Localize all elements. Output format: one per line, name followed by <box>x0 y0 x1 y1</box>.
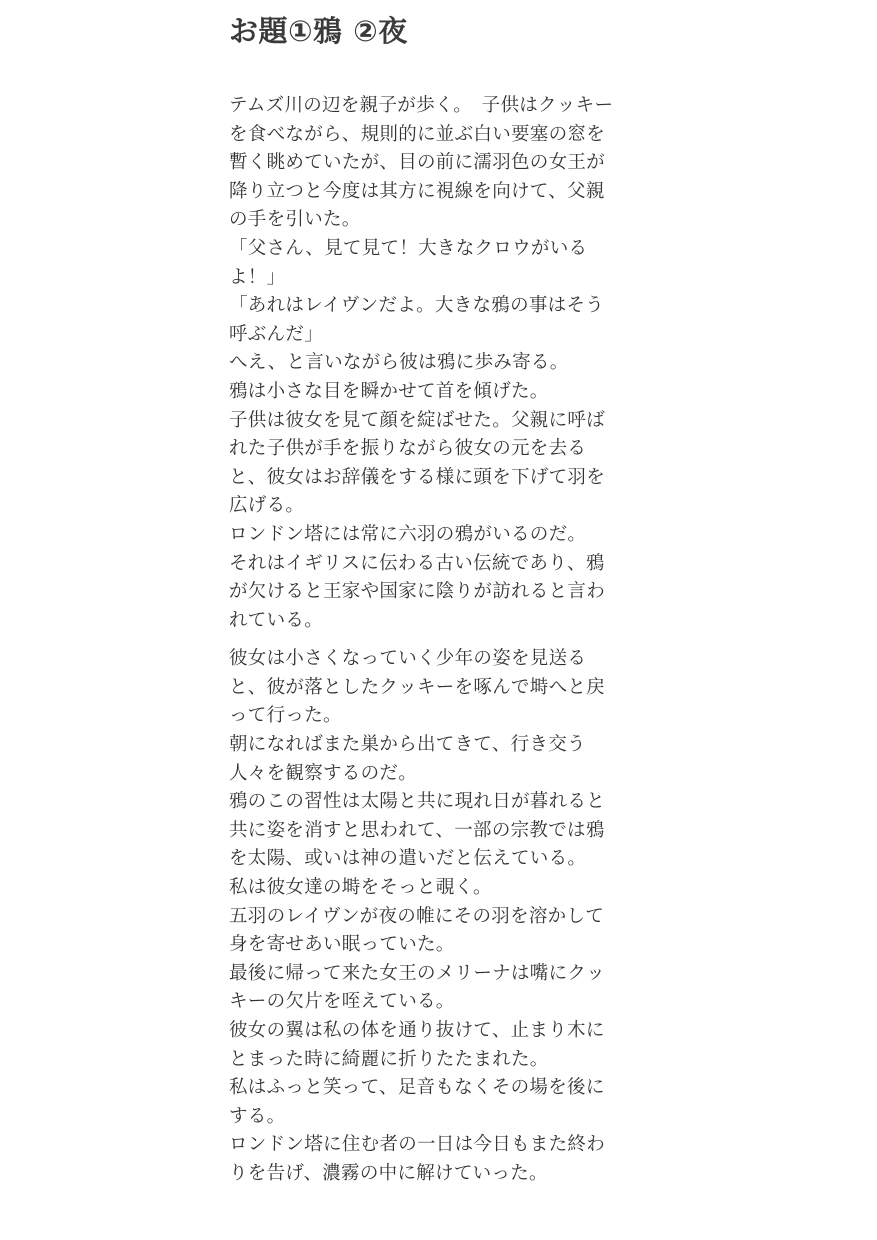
text-line: キーの欠片を咥えている。 <box>229 991 455 1013</box>
text-line: 私はふっと笑って、足音もなくその場を後に <box>229 1077 605 1099</box>
text-line: と、彼が落としたクッキーを啄んで塒へと戻 <box>229 676 606 698</box>
text-line: が欠けると王家や国家に陰りが訪れると言わ <box>229 581 606 603</box>
text-line: 五羽のレイヴンが夜の帷にその羽を溶かして <box>229 905 605 927</box>
text-line: 身を寄せあい眠っていた。 <box>229 934 455 956</box>
text-line: と、彼女はお辞儀をする様に頭を下げて羽を <box>229 466 606 488</box>
text-line: する。 <box>229 1105 286 1127</box>
text-line: 人々を観察するのだ。 <box>229 762 418 784</box>
text-line: ロンドン塔に住む者の一日は今日もまた終わ <box>229 1134 606 1156</box>
text-line: 子供は彼女を見て顔を綻ばせた。父親に呼ば <box>229 409 606 431</box>
page-title: お題①鴉 ②夜 <box>229 14 408 48</box>
document-page <box>229 0 614 1189</box>
text-line: それはイギリスに伝わる古い伝統であり、鴉 <box>229 552 605 574</box>
paragraph-gap <box>229 635 614 645</box>
text-line: って行った。 <box>229 705 342 727</box>
paragraph-2 <box>229 645 614 1188</box>
text-line: へえ、と言いながら彼は鴉に歩み寄る。 <box>229 352 569 374</box>
text-line: ロンドン塔には常に六羽の鴉がいるのだ。 <box>229 523 587 545</box>
story-text <box>229 92 614 1189</box>
text-line: を太陽、或いは神の遣いだと伝えている。 <box>229 848 587 870</box>
text-line: 彼女の翼は私の体を通り抜けて、止まり木に <box>229 1020 605 1041</box>
text-line: 鴉のこの習性は太陽と共に現れ日が暮れると <box>229 791 606 813</box>
text-line: 鴉は小さな目を瞬かせて首を傾げた。 <box>229 380 549 402</box>
text-line: 「あれはレイヴンだよ。大きな鴉の事はそう <box>229 295 605 317</box>
paragraph-1 <box>229 92 614 635</box>
text-line: 彼女は小さくなっていく少年の姿を見送る <box>229 648 587 670</box>
text-line: 朝になればまた巣から出てきて、行き交う <box>229 734 586 756</box>
text-line: りを告げ、濃霧の中に解けていった。 <box>229 1162 548 1184</box>
text-line: 私は彼女達の塒をそっと覗く。 <box>229 877 492 899</box>
text-line: 呼ぶんだ」 <box>229 323 324 345</box>
text-line: 「父さん、見て見て！大きなクロウがいる <box>229 237 588 259</box>
text-line: 降り立つと今度は其方に視線を向けて、父親 <box>229 180 605 202</box>
text-line: 共に姿を消すと思われて、一部の宗教では鴉 <box>229 819 605 841</box>
text-line: よ！」 <box>229 266 286 288</box>
text-line: れている。 <box>229 609 324 631</box>
text-line: を食べながら、規則的に並ぶ白い要塞の窓を <box>229 123 606 145</box>
text-line: 暫く眺めていたが、目の前に濡羽色の女王が <box>229 152 606 174</box>
text-line: とまった時に綺麗に折りたたまれた。 <box>229 1048 549 1070</box>
text-line: 広げる。 <box>229 495 305 517</box>
text-line: 最後に帰って来た女王のメリーナは嘴にクッ <box>229 962 606 984</box>
text-line: の手を引いた。 <box>229 209 361 231</box>
text-line: れた子供が手を振りながら彼女の元を去る <box>229 438 587 460</box>
text-line: テムズ川の辺を親子が歩く。 子供はクッキー <box>229 95 614 116</box>
